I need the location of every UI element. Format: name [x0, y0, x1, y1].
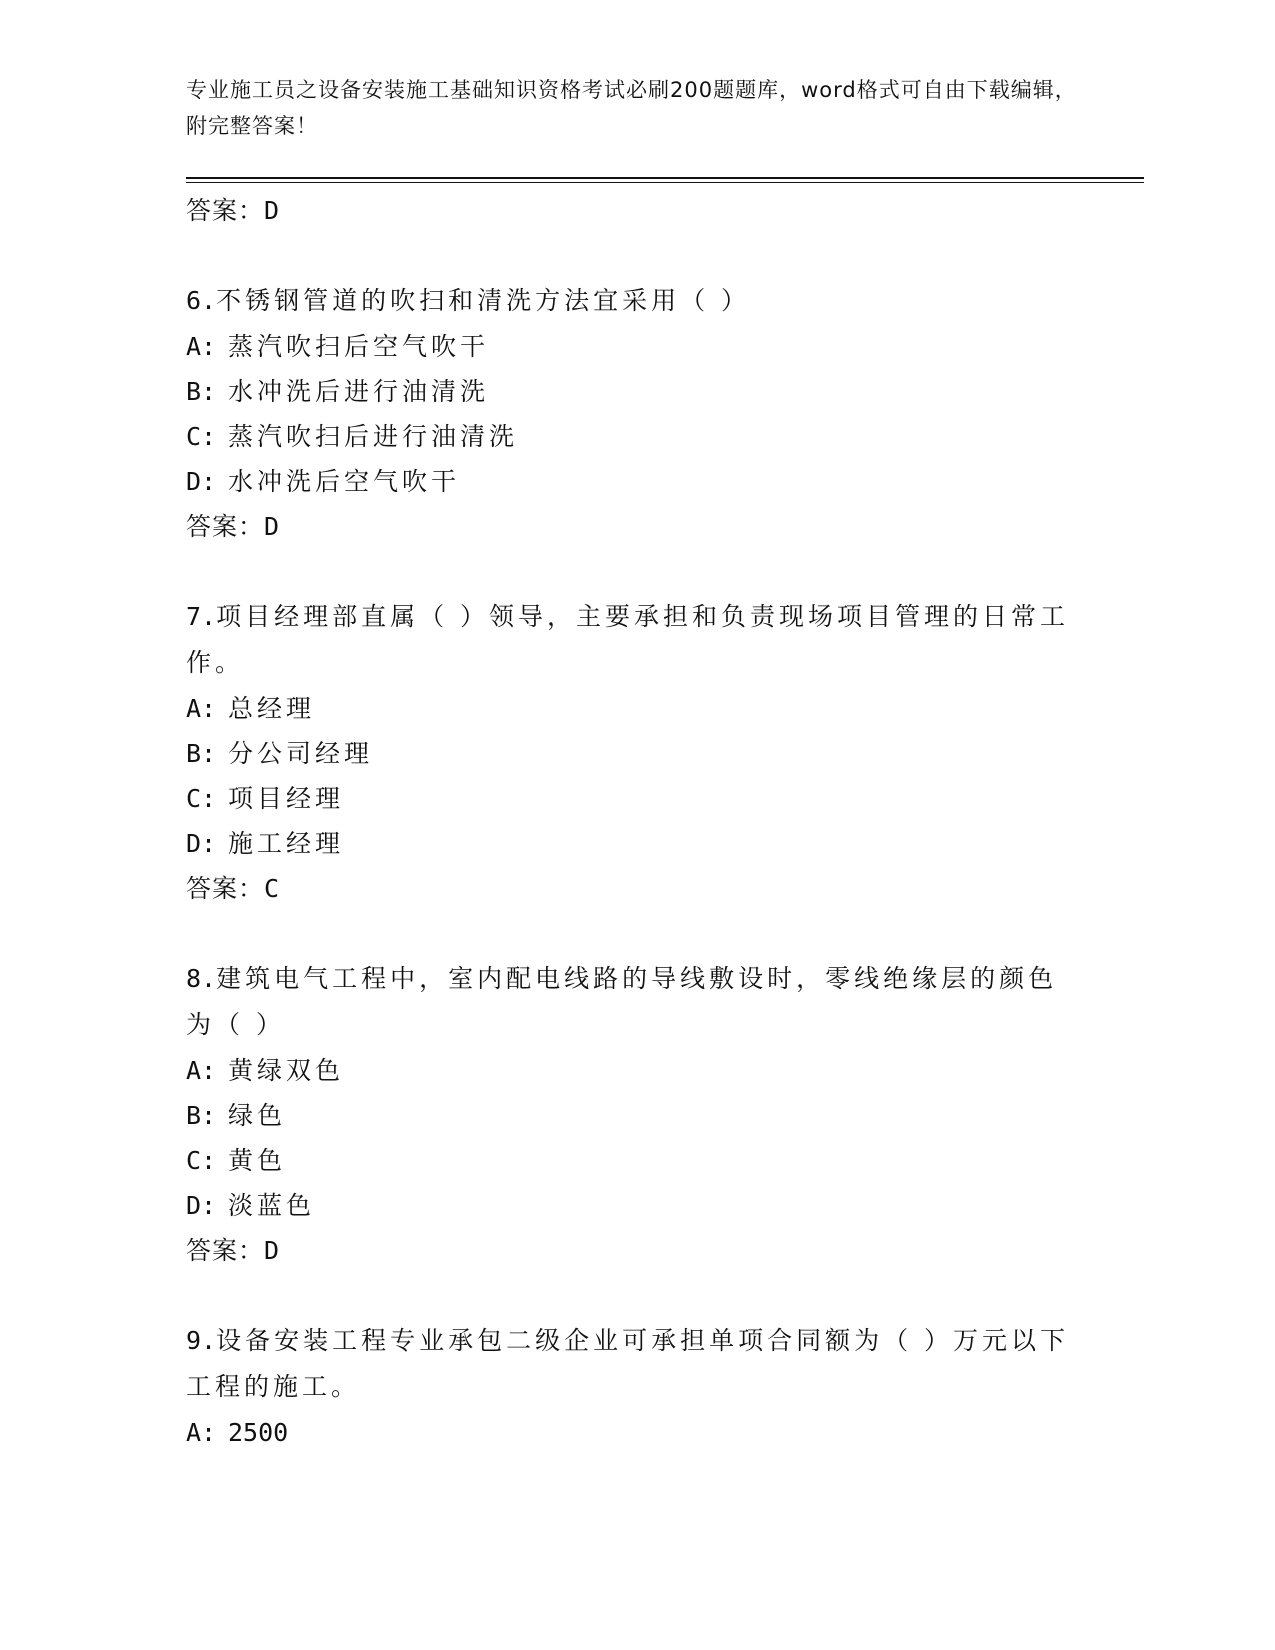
- option-text: 水冲洗后进行油清洗: [228, 377, 490, 406]
- answer-value: C: [264, 874, 281, 903]
- option-key: C:: [186, 784, 217, 813]
- answer-label: 答案：: [186, 874, 265, 903]
- option-key: D:: [186, 467, 217, 496]
- answer-value: D: [264, 1236, 281, 1265]
- option-key: A:: [186, 1056, 217, 1085]
- question-9: [186, 1318, 1086, 1455]
- question-text: [186, 956, 1086, 1048]
- question-number: 8.: [186, 964, 217, 993]
- option-b: [186, 369, 1086, 414]
- question-stem: 项目经理部直属（ ）领导，主要承担和负责现场项目管理的日常工作。: [186, 602, 1070, 677]
- option-c: [186, 776, 1086, 821]
- option-c: [186, 1138, 1086, 1183]
- question-number: 9.: [186, 1326, 217, 1355]
- option-a: [186, 324, 1086, 369]
- document-body: [186, 188, 1086, 1455]
- answer-line: [186, 866, 1086, 912]
- question-text: [186, 278, 1086, 324]
- option-key: B:: [186, 377, 217, 406]
- option-key: B:: [186, 739, 217, 768]
- option-c: [186, 414, 1086, 459]
- option-a: [186, 1048, 1086, 1093]
- option-key: C:: [186, 1146, 217, 1175]
- option-text: 黄色: [228, 1146, 287, 1175]
- option-text: 蒸汽吹扫后进行油清洗: [228, 422, 519, 451]
- option-text: 蒸汽吹扫后空气吹干: [228, 332, 490, 361]
- answer-label: 答案：: [186, 1236, 265, 1265]
- option-text: 2500: [228, 1418, 289, 1447]
- question-7: [186, 594, 1086, 912]
- option-b: [186, 731, 1086, 776]
- option-d: [186, 821, 1086, 866]
- option-key: C:: [186, 422, 217, 451]
- option-key: A:: [186, 332, 217, 361]
- question-stem: 不锈钢管道的吹扫和清洗方法宜采用（ ）: [216, 286, 751, 315]
- question-6: [186, 278, 1086, 550]
- question-text: [186, 594, 1086, 686]
- option-key: D:: [186, 829, 217, 858]
- option-text: 水冲洗后空气吹干: [228, 467, 461, 496]
- question-number: 7.: [186, 602, 217, 631]
- question-stem: 设备安装工程专业承包二级企业可承担单项合同额为（ ）万元以下工程的施工。: [186, 1326, 1070, 1401]
- option-b: [186, 1093, 1086, 1138]
- question-8: [186, 956, 1086, 1274]
- header-divider: [186, 177, 1144, 183]
- document-header: [186, 72, 1086, 144]
- option-text: 分公司经理: [228, 739, 374, 768]
- answer-line: [186, 504, 1086, 550]
- option-text: 黄绿双色: [228, 1056, 345, 1085]
- question-stem: 建筑电气工程中，室内配电线路的导线敷设时，零线绝缘层的颜色为（ ）: [186, 964, 1058, 1039]
- answer-label: 答案：: [186, 196, 265, 225]
- question-text: [186, 1318, 1086, 1410]
- option-text: 项目经理: [228, 784, 345, 813]
- option-key: D:: [186, 1191, 217, 1220]
- option-key: A:: [186, 1418, 217, 1447]
- option-text: 淡蓝色: [228, 1191, 316, 1220]
- option-a: [186, 1410, 1086, 1455]
- option-text: 施工经理: [228, 829, 345, 858]
- option-d: [186, 1183, 1086, 1228]
- question-number: 6.: [186, 286, 217, 315]
- answer-value: D: [264, 196, 281, 225]
- answer-line: [186, 188, 1086, 234]
- option-key: B:: [186, 1101, 217, 1130]
- option-text: 绿色: [228, 1101, 287, 1130]
- option-key: A:: [186, 694, 217, 723]
- answer-label: 答案：: [186, 512, 265, 541]
- answer-line: [186, 1228, 1086, 1274]
- header-title: 专业施工员之设备安装施工基础知识资格考试必刷200题题库，word格式可自由下载编辑，附完整答案！: [186, 78, 1077, 138]
- answer-value: D: [264, 512, 281, 541]
- option-a: [186, 686, 1086, 731]
- option-text: 总经理: [228, 694, 316, 723]
- option-d: [186, 459, 1086, 504]
